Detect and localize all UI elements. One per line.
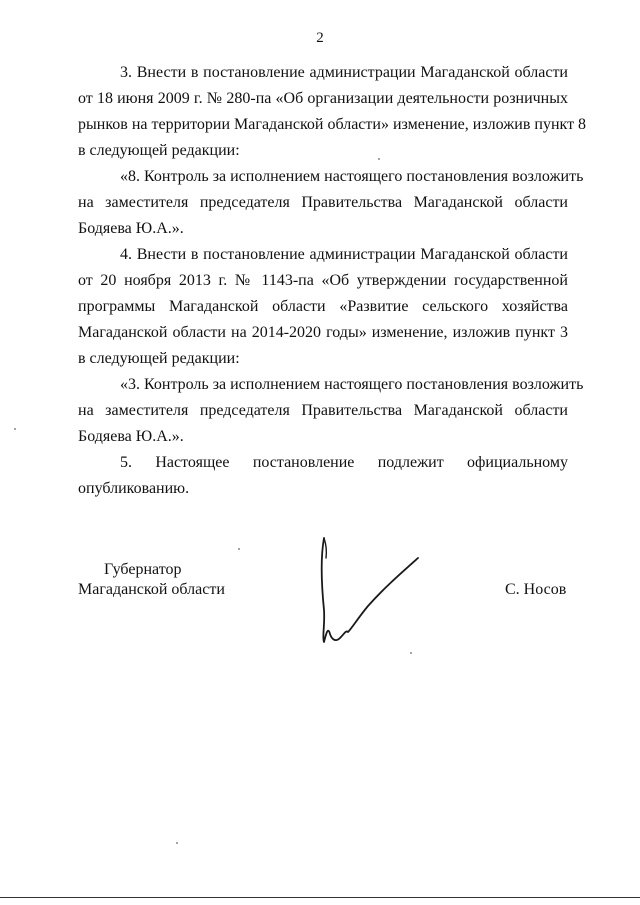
page-number: 2 (316, 30, 324, 46)
text-line: «8. Контроль за исполнением настоящего постановления возложить (120, 168, 584, 185)
signatory-title-line1: Губернатор (104, 561, 182, 578)
scan-speck (238, 548, 240, 550)
text-line: от 18 июня 2009 г. № 280-па «Об организации деятельности розничных (78, 90, 568, 107)
text-line: от 20 ноября 2013 г. № 1143-па «Об утверждении государственной (78, 272, 568, 289)
text-line: Бодяева Ю.А.». (78, 220, 184, 237)
text-line: 5. Настоящее постановление подлежит официальному (120, 454, 568, 471)
text-line: «3. Контроль за исполнением настоящего постановления возложить (120, 376, 584, 393)
signatory-name: С. Носов (505, 581, 567, 598)
text-line: программы Магаданской области «Развитие сельского хозяйства (78, 298, 568, 315)
scan-speck (410, 652, 412, 654)
handwritten-signature (300, 530, 440, 660)
text-line: опубликованию. (78, 480, 190, 497)
text-line: 4. Внести в постановление администрации Магаданской области (120, 246, 568, 263)
scan-speck (378, 158, 380, 160)
signatory-title-line2: Магаданской области (78, 581, 225, 598)
text-line: Бодяева Ю.А.». (78, 428, 184, 445)
scan-speck (14, 428, 16, 430)
scan-bottom-edge (0, 897, 640, 898)
text-line: на заместителя председателя Правительства Магаданской области (78, 194, 568, 211)
text-line: 3. Внести в постановление администрации Магаданской области (120, 64, 568, 81)
text-line: на заместителя председателя Правительства Магаданской области (78, 402, 568, 419)
text-line: в следующей редакции: (78, 142, 240, 159)
text-line: Магаданской области на 2014-2020 годы» изменение, изложив пункт 3 (78, 324, 568, 341)
text-line: рынков на территории Магаданской области» изменение, изложив пункт 8 (78, 116, 587, 133)
scan-speck (176, 842, 178, 844)
text-line: в следующей редакции: (78, 350, 240, 367)
